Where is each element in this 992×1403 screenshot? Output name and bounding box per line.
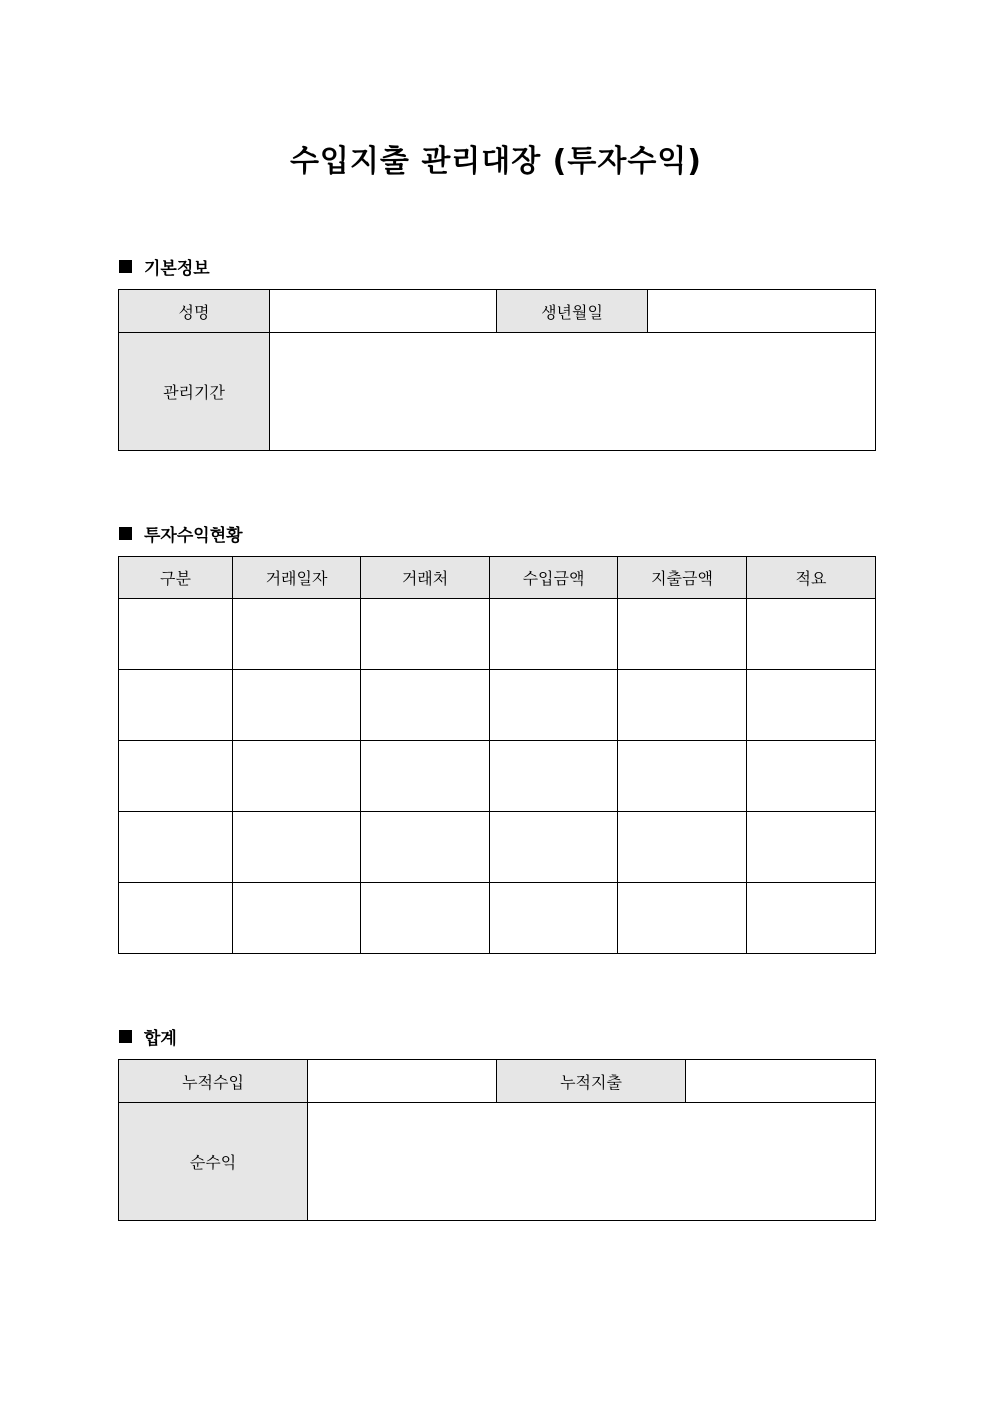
table-row xyxy=(119,670,876,741)
square-bullet-icon xyxy=(119,260,132,273)
table-cell[interactable] xyxy=(361,883,490,954)
table-row xyxy=(119,599,876,670)
table-cell[interactable] xyxy=(618,599,747,670)
cumulative-expense-label: 누적지출 xyxy=(497,1060,686,1103)
table-cell[interactable] xyxy=(747,812,876,883)
cumulative-income-label: 누적수입 xyxy=(119,1060,308,1103)
table-cell[interactable] xyxy=(747,741,876,812)
column-header-memo: 적요 xyxy=(747,557,876,599)
table-cell[interactable] xyxy=(747,599,876,670)
section-heading-totals xyxy=(119,1024,177,1049)
name-field[interactable] xyxy=(270,290,497,333)
net-profit-label: 순수익 xyxy=(119,1103,308,1221)
page-title: 수입지출 관리대장 (투자수익) xyxy=(289,144,703,179)
table-cell[interactable] xyxy=(119,883,233,954)
table-cell[interactable] xyxy=(490,741,618,812)
period-field[interactable] xyxy=(270,333,876,451)
net-profit-field[interactable] xyxy=(308,1103,876,1221)
cumulative-expense-field[interactable] xyxy=(686,1060,876,1103)
square-bullet-icon xyxy=(119,527,132,540)
table-cell[interactable] xyxy=(233,599,361,670)
birthdate-field[interactable] xyxy=(648,290,876,333)
table-cell[interactable] xyxy=(119,741,233,812)
column-header-expense: 지출금액 xyxy=(618,557,747,599)
table-cell[interactable] xyxy=(747,883,876,954)
table-cell[interactable] xyxy=(361,741,490,812)
table-cell[interactable] xyxy=(361,812,490,883)
section-heading-investment xyxy=(119,521,243,546)
table-cell[interactable] xyxy=(490,599,618,670)
table-cell[interactable] xyxy=(119,812,233,883)
basic-info-table xyxy=(118,289,876,451)
column-header-category: 구분 xyxy=(119,557,233,599)
table-cell[interactable] xyxy=(119,599,233,670)
table-row xyxy=(119,883,876,954)
section-title: 투자수익현황 xyxy=(144,526,243,546)
table-cell[interactable] xyxy=(618,741,747,812)
section-heading-basic-info xyxy=(119,254,210,279)
table-row xyxy=(119,741,876,812)
birthdate-label: 생년월일 xyxy=(497,290,648,333)
table-cell[interactable] xyxy=(490,883,618,954)
square-bullet-icon xyxy=(119,1030,132,1043)
table-cell[interactable] xyxy=(233,883,361,954)
table-cell[interactable] xyxy=(233,741,361,812)
table-cell[interactable] xyxy=(233,670,361,741)
column-header-income: 수입금액 xyxy=(490,557,618,599)
column-header-counterparty: 거래처 xyxy=(361,557,490,599)
table-cell[interactable] xyxy=(618,883,747,954)
table-cell[interactable] xyxy=(119,670,233,741)
period-label: 관리기간 xyxy=(119,333,270,451)
table-cell[interactable] xyxy=(747,670,876,741)
table-cell[interactable] xyxy=(233,812,361,883)
cumulative-income-field[interactable] xyxy=(308,1060,497,1103)
table-cell[interactable] xyxy=(361,599,490,670)
table-cell[interactable] xyxy=(490,670,618,741)
table-row xyxy=(119,812,876,883)
section-title: 기본정보 xyxy=(144,259,210,279)
name-label: 성명 xyxy=(119,290,270,333)
investment-table xyxy=(118,556,876,954)
column-header-date: 거래일자 xyxy=(233,557,361,599)
table-cell[interactable] xyxy=(618,812,747,883)
table-cell[interactable] xyxy=(361,670,490,741)
table-cell[interactable] xyxy=(618,670,747,741)
totals-table xyxy=(118,1059,876,1221)
table-cell[interactable] xyxy=(490,812,618,883)
section-title: 합계 xyxy=(144,1029,177,1049)
